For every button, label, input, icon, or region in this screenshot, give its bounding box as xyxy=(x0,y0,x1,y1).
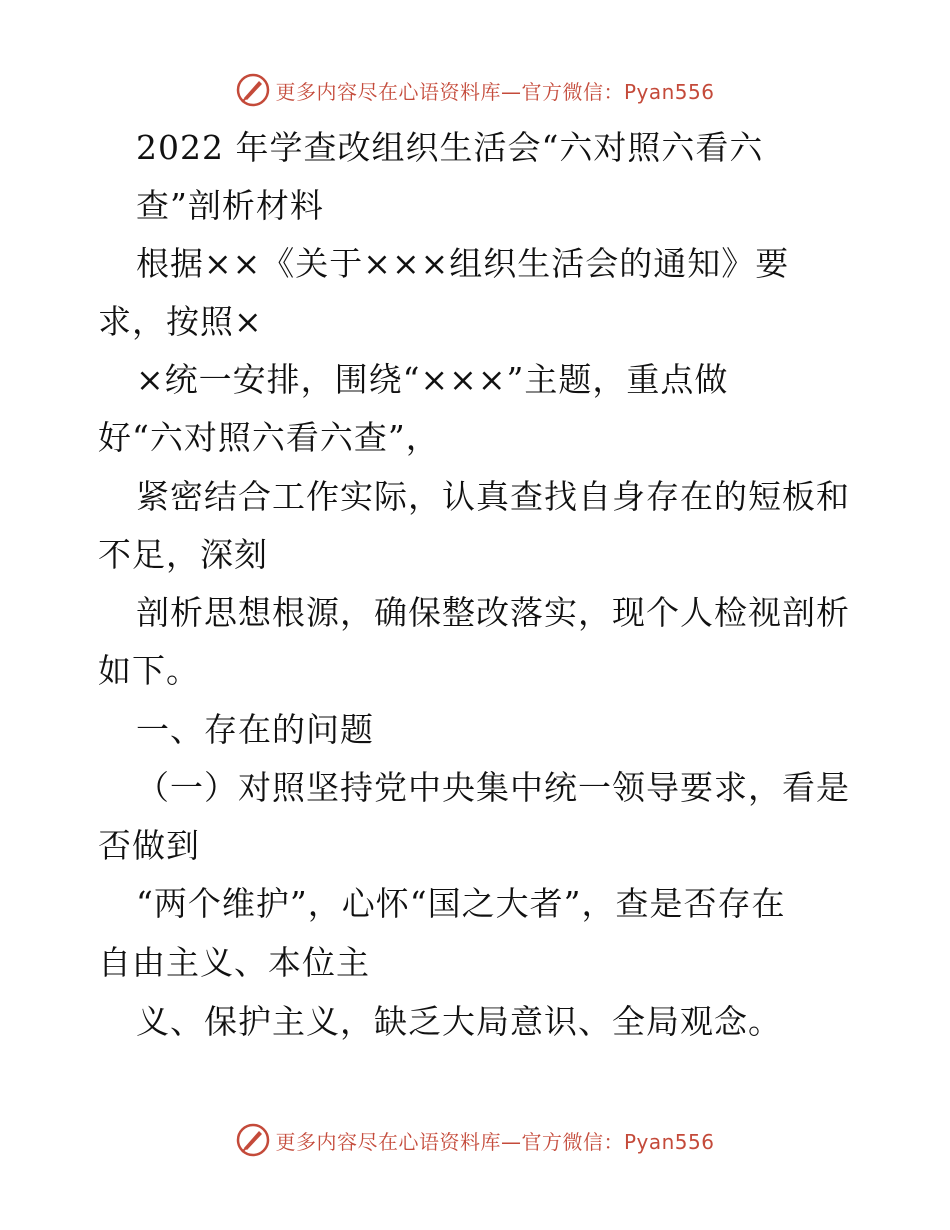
doc-title-line-1: 2022 年学查改组织生活会“六对照六看六 xyxy=(136,128,764,167)
feather-pen-seal-icon xyxy=(235,1122,271,1158)
feather-pen-seal-icon xyxy=(235,72,271,108)
footer-banner xyxy=(0,1120,950,1160)
doc-paragraph-line: 自由主义、本位主 xyxy=(98,943,370,982)
doc-paragraph-line: 如下。 xyxy=(98,651,200,690)
section-heading: 一、存在的问题 xyxy=(136,710,374,749)
doc-paragraph-line: 紧密结合工作实际，认真查找自身存在的短板和 xyxy=(136,477,850,516)
header-banner xyxy=(0,70,950,110)
doc-paragraph-line: 剖析思想根源，确保整改落实，现个人检视剖析 xyxy=(136,593,850,632)
header-banner-text: 更多内容尽在心语资料库—官方微信：Pyan556 xyxy=(275,79,715,104)
doc-title-line-2: 查”剖析材料 xyxy=(136,186,324,225)
footer-banner-text: 更多内容尽在心语资料库—官方微信：Pyan556 xyxy=(275,1129,715,1154)
doc-paragraph-line: 义、保护主义，缺乏大局意识、全局观念。 xyxy=(136,1002,782,1041)
doc-paragraph-line: 好“六对照六看六查”， xyxy=(98,418,440,457)
doc-paragraph-line: 根据××《关于×××组织生活会的通知》要 xyxy=(136,244,790,283)
subsection-heading: （一）对照坚持党中央集中统一领导要求，看是 xyxy=(136,768,850,807)
doc-paragraph-line: 不足，深刻 xyxy=(98,535,268,574)
doc-paragraph-line: ×统一安排，围绕“×××”主题，重点做 xyxy=(136,360,729,399)
doc-paragraph-line: “两个维护”，心怀“国之大者”，查是否存在 xyxy=(136,884,786,923)
doc-paragraph-line: 求，按照× xyxy=(98,302,263,341)
subsection-heading: 否做到 xyxy=(98,826,200,865)
